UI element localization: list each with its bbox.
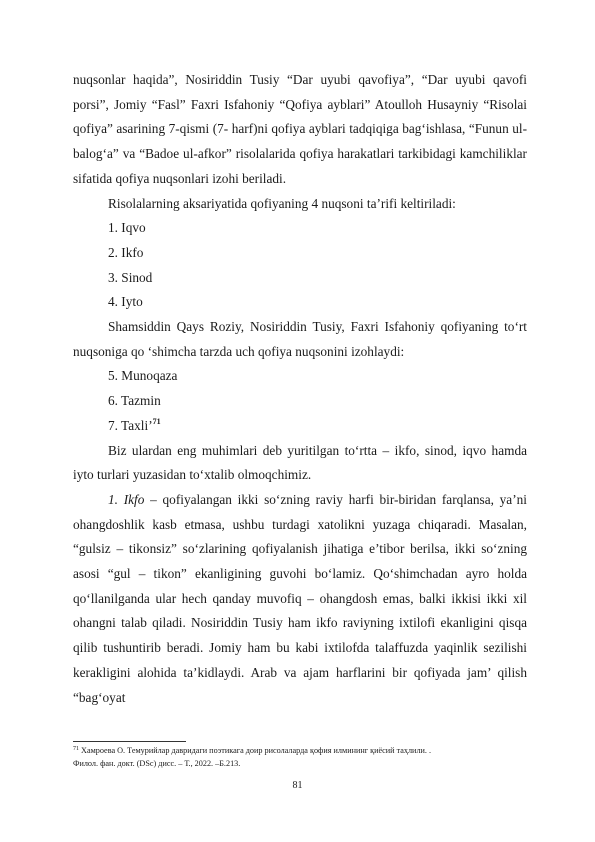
page-number: 81 (292, 780, 303, 791)
list-item: 5. Munoqaza (108, 368, 178, 384)
paragraph-intro-list: Risolalarning aksariyatida qofiyaning 4 nuqsoni ta’rifi keltiriladi: (108, 195, 456, 211)
list-item: 4. Iyto (108, 294, 143, 310)
paragraph-ikfo-text: – qofiyalangan ikki so‘zning raviy harfi bir-biridan farqlansa, ya’ni ohangdoshlik kasb etmasa, ushbu turdagi xatolikni yuzaga chiqaradi. Masalan, “gulsiz – tikonsiz” so‘zlarining qofiyalanish jihatiga e’tibor berilsa, ikki so‘zning asosi “gul – tikon” ekanligining guvohi bo‘lamiz. Qo‘shimchadan ayro holda qo‘llanilganda ular hech qanday muvofiq – ohangdosh emas, balki ikkisi ikki xil ohangni talab qiladi. Nosiriddin Tusiy ham ikfo raviyning ixtilofi ekanligini qisqa qilib tushuntirib beradi. Jomiy ham bu kabi ixtilofda talaffuzda yaqinlik sezilishi kerakligini alohida ta’kidlaydi. Arab va ajam harflarini bir qofiyada jam’ qilish “bag‘oyat (73, 491, 527, 705)
list-item: 1. Iqvo (108, 220, 146, 236)
paragraph-focus: Biz ulardan eng muhimlari deb yuritilgan to‘rtta – ikfo, sinod, iqvo hamda iyto turlari yuzasidan to‘xtalib olmoqchimiz. (73, 442, 527, 483)
footnote (73, 744, 533, 770)
list-item-text: 7. Taxli’ (108, 417, 153, 433)
list-item: 2. Ikfo (108, 244, 144, 260)
term-ikfo: 1. Ikfo (108, 491, 145, 507)
footnote-text: Хамроева О. Темурийлар давридаги поэтикага доир рисолаларда қофия илмининг қиёсий таҳлили. . (79, 746, 432, 755)
document-body (73, 68, 527, 710)
footnote-number: 71 (73, 746, 79, 752)
list-item-with-footnote (73, 414, 527, 439)
paragraph-continuation: nuqsonlar haqida”, Nosiriddin Tusiy “Dar uyubi qavofiya”, “Dar uyubi qavofi porsi”, Jomiy “Fasl” Faxri Isfahoniy “Qofiya ayblari” Atoulloh Husayniy “Risolai qofiya” asarining 7-qismi (7- harf)ni qofiya ayblari tadqiqiga bag‘ishlasa, “Funun ul-balog‘a” va “Badoe ul-afkor” risolalarida qofiya harakatlari tarkibidagi kamchiliklar sifatida qofiya nuqsonlari izohi beriladi. (73, 72, 527, 186)
footnote-separator (73, 741, 186, 742)
footnote-reference: 71 (152, 416, 161, 426)
paragraph-ikfo (73, 488, 527, 710)
footnote-line-2: Филол. фан. докт. (DSc) дисс. – Т., 2022. –Б.213. (73, 759, 241, 768)
footnote-line-1 (73, 744, 533, 757)
list-item: 3. Sinod (108, 269, 153, 285)
list-item: 6. Tazmin (108, 393, 161, 409)
paragraph-additional-defects: Shamsiddin Qays Roziy, Nosiriddin Tusiy, Faxri Isfahoniy qofiyaning to‘rt nuqsoniga qo ‘shimcha tarzda uch qofiya nuqsonini izohlaydi: (73, 319, 527, 359)
